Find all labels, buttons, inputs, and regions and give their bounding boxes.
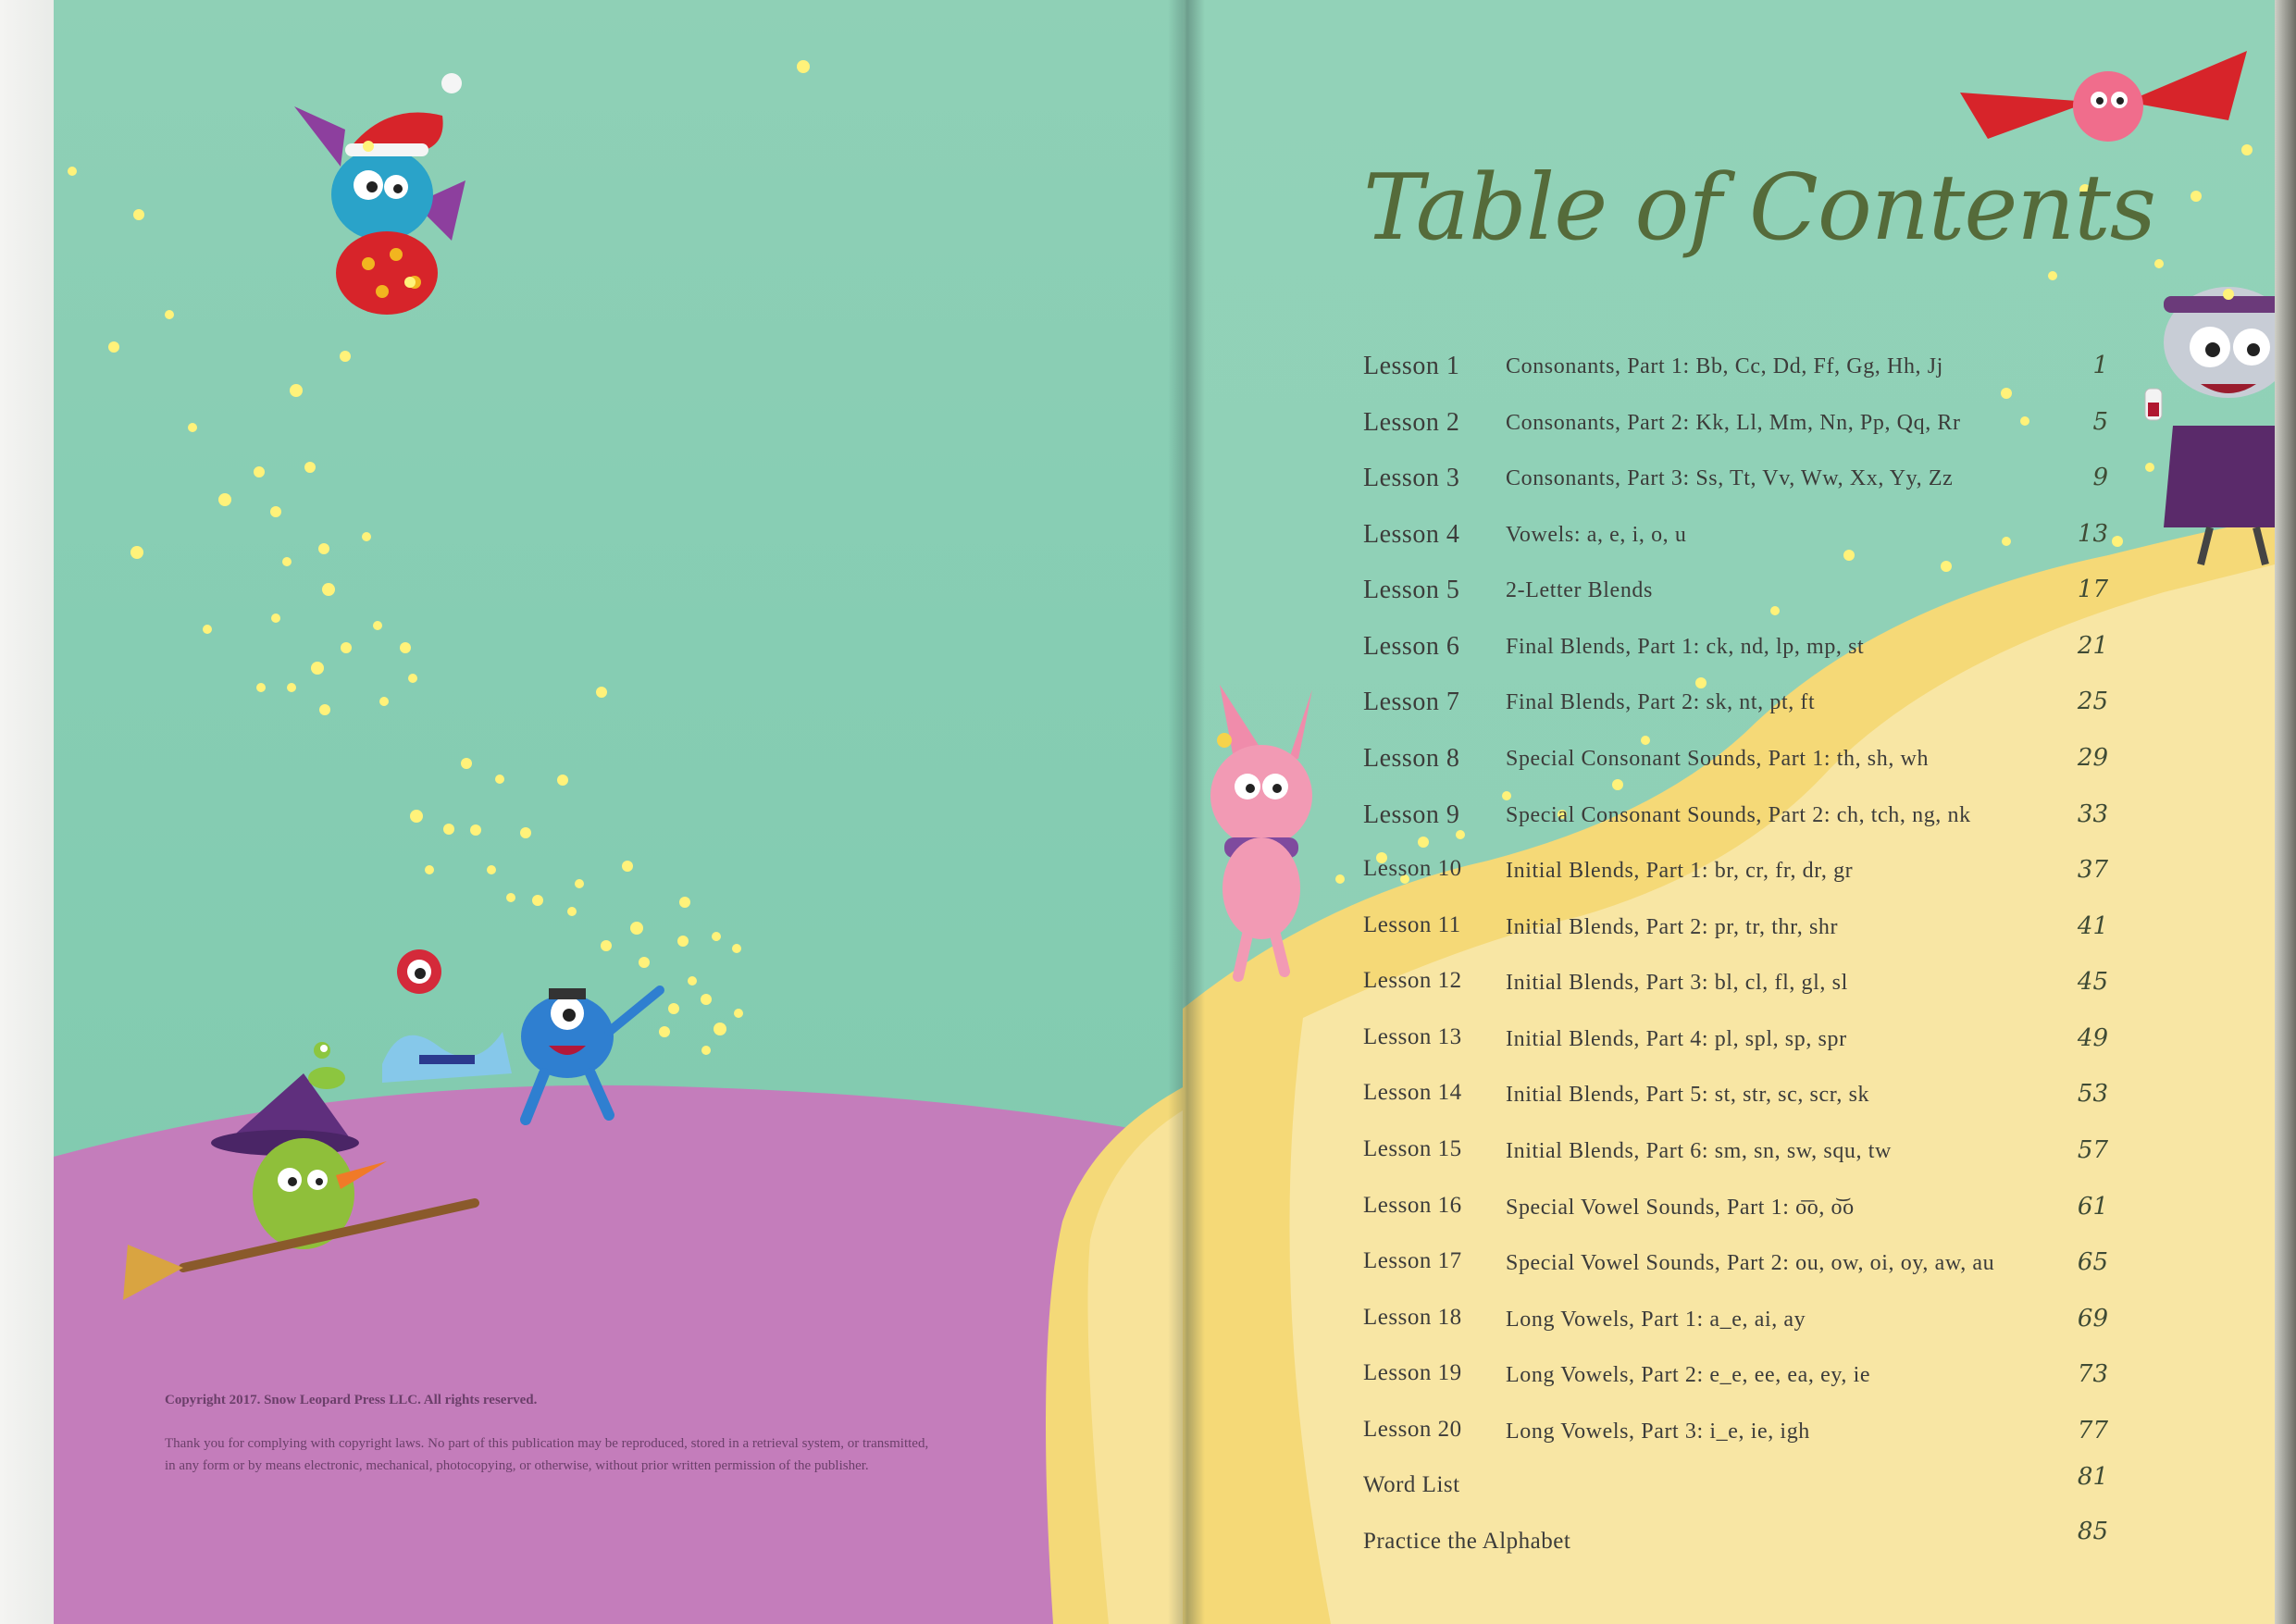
- toc-page-number: 69: [2077, 1305, 2108, 1333]
- toc-page-number: 73: [2077, 1360, 2108, 1388]
- page-edge-left: [0, 0, 54, 1624]
- toc-lesson: Lesson 11: [1363, 912, 1461, 937]
- toc-topic: Special Consonant Sounds, Part 1: th, sh, wh: [1506, 747, 1930, 771]
- toc-entry[interactable]: [1363, 1248, 2122, 1285]
- page-edge-right: [2275, 0, 2296, 1624]
- purple-hill: [54, 1085, 1183, 1624]
- toc-entry[interactable]: [1363, 1080, 2122, 1117]
- toc-topic: Long Vowels, Part 2: e_e, ee, ea, ey, ie: [1506, 1363, 1871, 1387]
- toc-lesson: Lesson 6: [1363, 632, 1460, 661]
- toc-page-number: 65: [2077, 1248, 2108, 1276]
- toc-lesson: Lesson 16: [1363, 1193, 1462, 1218]
- toc-entry[interactable]: [1363, 856, 2122, 893]
- toc-topic: Long Vowels, Part 3: i_e, ie, igh: [1506, 1419, 1810, 1444]
- right-page: [1183, 0, 2275, 1624]
- toc-entry[interactable]: [1363, 1024, 2122, 1061]
- toc-entry[interactable]: [1363, 968, 2122, 1005]
- toc-page-number: 25: [2077, 688, 2108, 715]
- bat-monster-icon: [1960, 51, 2247, 142]
- toc-page-number: 85: [2077, 1518, 2108, 1545]
- toc-page-number: 5: [2092, 408, 2108, 436]
- toc-topic: Consonants, Part 2: Kk, Ll, Mm, Nn, Pp, Qq, Rr: [1506, 411, 1961, 435]
- toc-topic: Final Blends, Part 2: sk, nt, pt, ft: [1506, 690, 1816, 714]
- toc-lesson: Lesson 10: [1363, 856, 1462, 881]
- toc-topic: Initial Blends, Part 5: st, str, sc, scr, sk: [1506, 1083, 1870, 1107]
- toc-entry[interactable]: [1363, 744, 2122, 781]
- toc-lesson: Lesson 9: [1363, 800, 1460, 829]
- toc-page-number: 41: [2077, 912, 2108, 940]
- toc-lesson: Lesson 14: [1363, 1080, 1462, 1105]
- toc-entry[interactable]: [1363, 464, 2122, 501]
- toc-lesson: Lesson 15: [1363, 1136, 1462, 1161]
- toc-page-number: 81: [2077, 1463, 2108, 1491]
- toc-entry[interactable]: [1363, 1518, 2122, 1566]
- toc-topic: Initial Blends, Part 1: br, cr, fr, dr, gr: [1506, 859, 1854, 883]
- toc-page-number: 13: [2077, 520, 2108, 548]
- toc-lesson: Lesson 18: [1363, 1305, 1462, 1330]
- toc-entry[interactable]: [1363, 1305, 2122, 1342]
- toc-entry[interactable]: [1363, 1193, 2122, 1230]
- vampire-monster-icon: [2145, 287, 2275, 564]
- toc-topic: Long Vowels, Part 1: a_e, ai, ay: [1506, 1308, 1806, 1332]
- toc-topic: Special Vowel Sounds, Part 2: ou, ow, oi, oy, aw, au: [1506, 1251, 1995, 1275]
- toc-page-number: 77: [2077, 1417, 2108, 1444]
- toc-lesson: Lesson 19: [1363, 1360, 1462, 1385]
- toc-page-number: 9: [2092, 464, 2108, 491]
- snake-monster-icon: [382, 949, 512, 1083]
- toc-lesson: Lesson 5: [1363, 576, 1460, 604]
- toc-topic: 2-Letter Blends: [1506, 578, 1653, 602]
- toc-page-number: 29: [2077, 744, 2108, 772]
- devil-monster-icon: [294, 73, 465, 315]
- toc-entry[interactable]: [1363, 632, 2122, 669]
- toc-title: Table of Contents: [1363, 155, 2156, 261]
- toc-entry[interactable]: [1363, 1417, 2122, 1454]
- toc-topic: Vowels: a, e, i, o, u: [1506, 523, 1687, 547]
- book-gutter: [1168, 0, 1205, 1624]
- toc-page-number: 1: [2092, 352, 2108, 379]
- toc-lesson: Word List: [1363, 1472, 1460, 1497]
- copyright-disclaimer: Thank you for complying with copyright laws. No part of this publication may be reproduced, stored in a retrieval system, or transmitted, in any form or by means electronic, mechanical, photocopying, or otherwise, without prior written permission of the publisher.: [165, 1436, 929, 1473]
- toc-page-number: 53: [2077, 1080, 2108, 1108]
- toc-page-number: 33: [2077, 800, 2108, 828]
- toc-lesson: Lesson 4: [1363, 520, 1460, 549]
- toc-lesson: Lesson 2: [1363, 408, 1460, 437]
- toc-entry[interactable]: [1363, 520, 2122, 557]
- toc-entry[interactable]: [1363, 576, 2122, 613]
- toc-topic: Initial Blends, Part 2: pr, tr, thr, shr: [1506, 915, 1839, 939]
- toc-lesson: Lesson 20: [1363, 1417, 1462, 1442]
- toc-topic: Consonants, Part 1: Bb, Cc, Dd, Ff, Gg, Hh, Jj: [1506, 354, 1943, 378]
- copyright-notice: Copyright 2017. Snow Leopard Press LLC. All rights reserved.: [165, 1393, 538, 1407]
- toc-entry[interactable]: [1363, 1360, 2122, 1397]
- toc-page-number: 21: [2077, 632, 2108, 660]
- toc-lesson: Lesson 3: [1363, 464, 1460, 492]
- toc-page-number: 17: [2077, 576, 2108, 603]
- toc-topic: Initial Blends, Part 4: pl, spl, sp, spr: [1506, 1027, 1847, 1051]
- toc-page-number: 45: [2077, 968, 2108, 996]
- toc-topic: Special Vowel Sounds, Part 1: o͞o, o͝o: [1506, 1196, 1855, 1220]
- toc-entry[interactable]: [1363, 912, 2122, 949]
- copyright-block: [165, 1393, 998, 1477]
- toc-page-number: 37: [2077, 856, 2108, 884]
- toc-entry[interactable]: [1363, 1136, 2122, 1173]
- toc-entry[interactable]: [1363, 1463, 2122, 1509]
- toc-lesson: Lesson 1: [1363, 352, 1460, 380]
- toc-entry[interactable]: [1363, 688, 2122, 725]
- left-page-illustration: [54, 0, 1183, 1624]
- toc-page-number: 57: [2077, 1136, 2108, 1164]
- toc-lesson: Practice the Alphabet: [1363, 1529, 1571, 1554]
- toc-lesson: Lesson 8: [1363, 744, 1460, 773]
- toc-lesson: Lesson 12: [1363, 968, 1462, 993]
- toc-page-number: 61: [2077, 1193, 2108, 1221]
- toc-page-number: 49: [2077, 1024, 2108, 1052]
- toc-entry[interactable]: [1363, 408, 2122, 445]
- toc-topic: Initial Blends, Part 3: bl, cl, fl, gl, sl: [1506, 971, 1848, 995]
- toc-topic: Consonants, Part 3: Ss, Tt, Vv, Ww, Xx, Yy, Zz: [1506, 466, 1954, 490]
- toc-topic: Initial Blends, Part 6: sm, sn, sw, squ, tw: [1506, 1139, 1892, 1163]
- toc-lesson: Lesson 7: [1363, 688, 1460, 716]
- toc-entry[interactable]: [1363, 800, 2122, 837]
- left-page: [54, 0, 1183, 1624]
- toc-lesson: Lesson 17: [1363, 1248, 1462, 1273]
- worm-monster-icon: [308, 1042, 345, 1089]
- toc-lesson: Lesson 13: [1363, 1024, 1462, 1049]
- toc-topic: Final Blends, Part 1: ck, nd, lp, mp, st: [1506, 635, 1865, 659]
- toc-entry[interactable]: [1363, 352, 2122, 389]
- toc-topic: Special Consonant Sounds, Part 2: ch, tch, ng, nk: [1506, 803, 1971, 827]
